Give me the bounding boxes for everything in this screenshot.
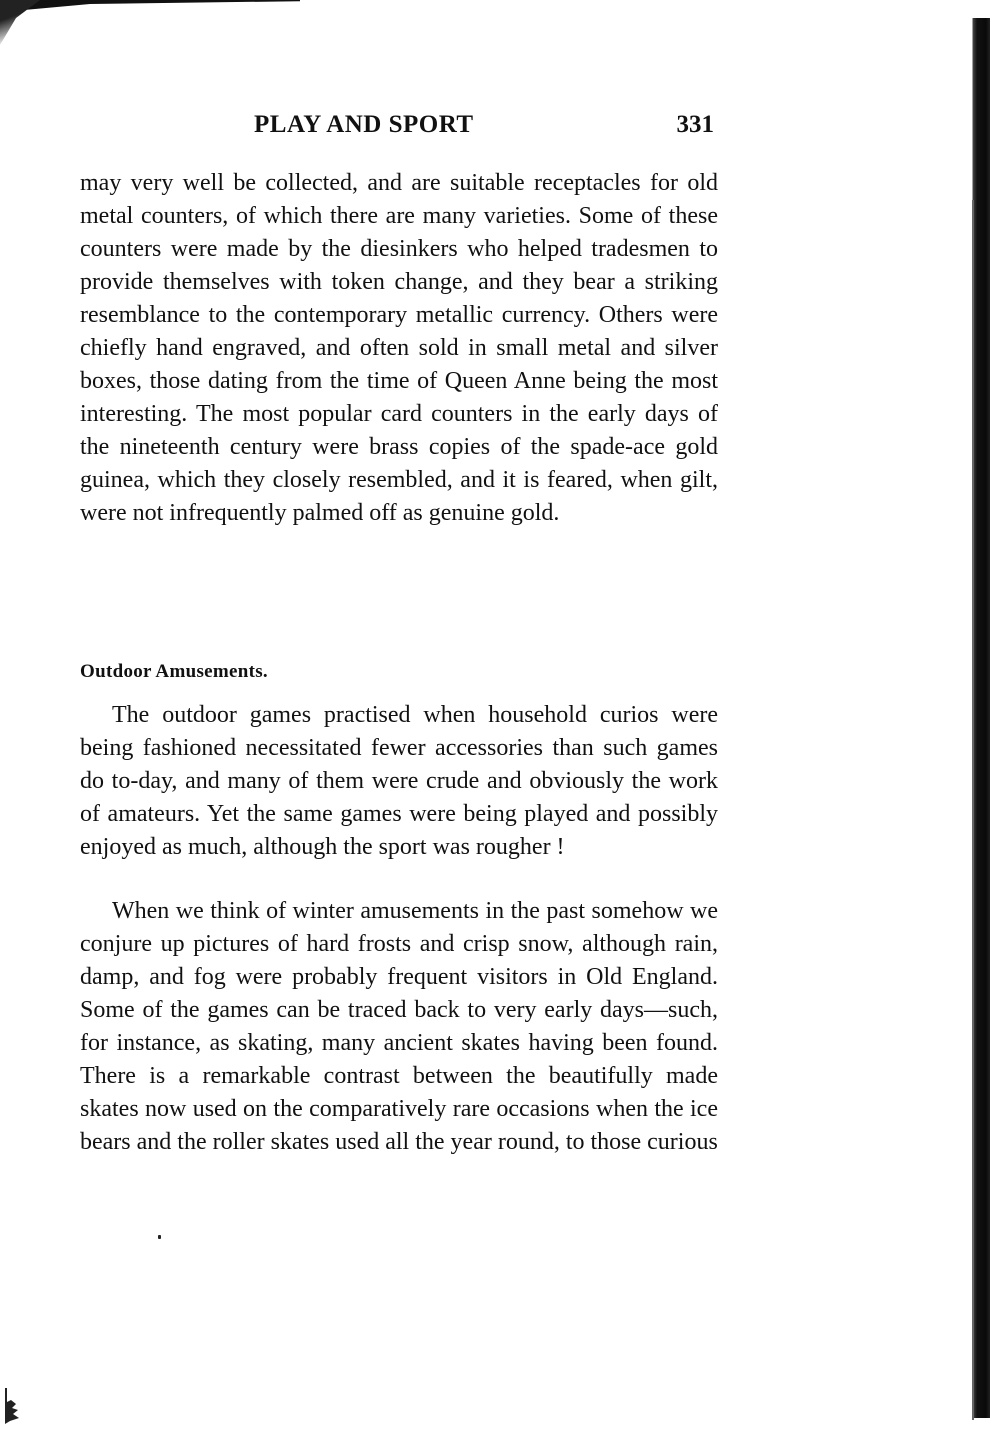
paragraph-winter-amusements: When we think of winter amusements in the past somehow we conjure up pictures of hard frosts and crisp snow, although rain, damp, and fog were probably frequent visitors in Old England. Some of the games can be traced back to very early days—such, for instance, as skating, many ancient skates having been found. There is a remarkable contrast between the beautifully made skates now used on the comparatively rare occasions when the ice bears and the roller skates used all the year round, to those curious bbox=[80, 898, 718, 1155]
section-heading: Outdoor Amusements. bbox=[80, 661, 268, 682]
paragraph-outdoor-games: The outdoor games practised when household curios were being fashioned necessitated fewer accessories than such games do to-day, and many of them were crude and obviously the work of amateurs. Yet the same games were being played and possibly enjoyed as much, although the sport was rougher ! bbox=[80, 702, 718, 860]
scan-edge-top-left bbox=[0, 0, 300, 10]
scan-edge-bottom-left-mark bbox=[2, 1388, 24, 1424]
running-head bbox=[80, 111, 720, 147]
running-head-title: PLAY AND SPORT bbox=[254, 111, 474, 138]
scan-speck bbox=[158, 1235, 161, 1239]
scan-edge-right-line bbox=[972, 200, 974, 1420]
paragraph-counters: may very well be collected, and are suitable receptacles for old metal counters, of which there are many varieties. Some of these counters were made by the diesinkers who helped tradesmen to provide themselves with token change, and they bear a striking resemblance to the contemporary metallic currency. Others were chiefly hand engraved, and often sold in small metal and silver boxes, those dating from the time of Queen Anne being the most interesting. The most popular card counters in the early days of the nineteenth century were brass copies of the spade-ace gold guinea, which they closely resembled, and it is feared, when gilt, were not infrequently palmed off as genuine gold. bbox=[80, 170, 718, 526]
page-number: 331 bbox=[676, 111, 714, 138]
